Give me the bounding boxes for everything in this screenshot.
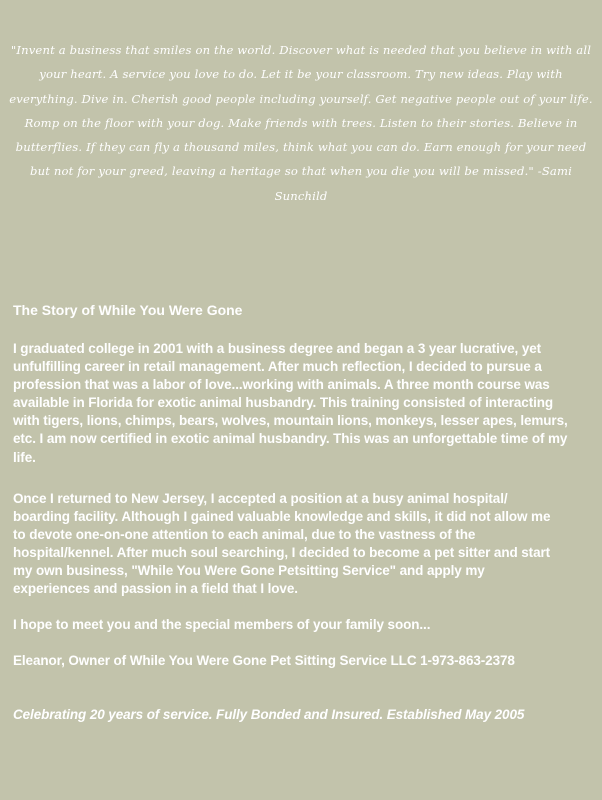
story-title: The Story of While You Were Gone (13, 302, 243, 318)
service-tagline: Celebrating 20 years of service. Fully Bonded and Insured. Established May 2005 (13, 707, 525, 722)
inspirational-quote: "Invent a business that smiles on the world. Discover what is needed that you believe in with all your heart. A service you love to do. Let it be your classroom. Try new ideas. Play with everything. Dive in. Cherish good people including yourself. Get negative people out of your life. Romp on the floor with your dog. Make friends with trees. Listen to their stories. Believe in butterflies. If they can fly a thousand miles, think what you can do. Earn enough for your need but not for your greed, leaving a heritage so that when you die you will be missed." -Sami Sunchild (9, 43, 593, 203)
owner-signature: Eleanor, Owner of While You Were Gone Pet Sitting Service LLC 1-973-863-2378 (13, 653, 515, 668)
story-paragraph-1: I graduated college in 2001 with a business degree and began a 3 year lucrative, yet unfulfilling career in retail management. After much reflection, I decided to pursue a profession that was a labor of love...working with animals. A three month course was available in Florida for exotic animal husbandry. This training consisted of interacting with tigers, lions, chimps, bears, wolves, mountain lions, monkeys, lesser apes, lemurs, etc. I am now certified in exotic animal husbandry. This was an unforgettable time of my life. (13, 341, 568, 465)
story-section (13, 300, 593, 722)
story-paragraph-3: I hope to meet you and the special members of your family soon... (13, 617, 431, 632)
story-paragraph-2: Once I returned to New Jersey, I accepted a position at a busy animal hospital/ boarding facility. Although I gained valuable knowledge and skills, it did not allow me to devote one-on-one attention to each animal, due to the vastness of the hospital/kennel. After much soul searching, I decided to become a pet sitter and start my own business, "While You Were Gone Petsitting Service" and apply my experiences and passion in a field that I love. (13, 491, 551, 597)
